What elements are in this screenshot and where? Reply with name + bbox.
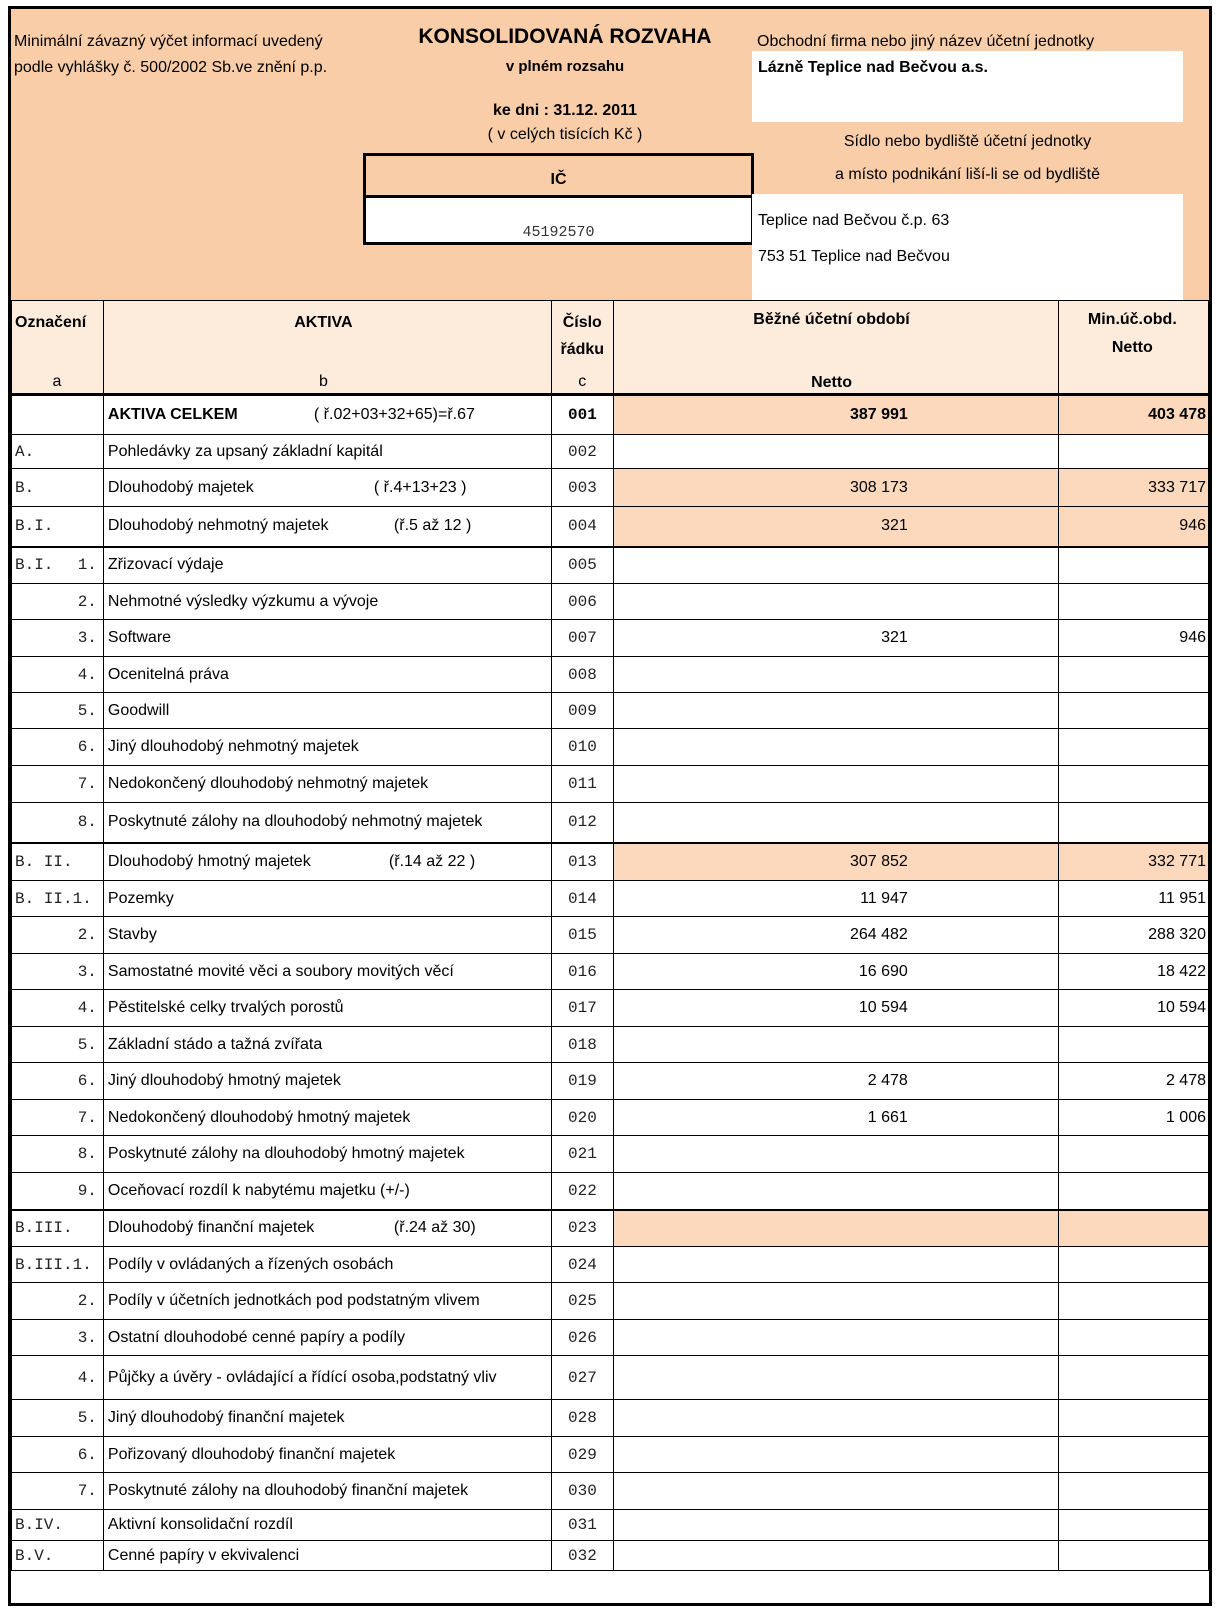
row-label: Zřizovací výdaje: [107, 556, 224, 574]
row-label: Goodwill: [107, 701, 170, 719]
row-code-cell: [12, 1210, 104, 1247]
row-line-number: 004: [552, 507, 613, 547]
row-line-number: 021: [552, 1136, 613, 1173]
row-current-value: [613, 1247, 1058, 1283]
row-sub-number: 3.: [77, 962, 97, 981]
table-row: [12, 1063, 1209, 1100]
row-label-cell: [103, 620, 551, 657]
row-previous-value: 2 478: [1058, 1063, 1208, 1100]
row-code-cell: [12, 547, 104, 584]
row-current-value: 308 173: [613, 469, 1058, 507]
table-row: [12, 1400, 1209, 1437]
row-previous-value: [1058, 803, 1208, 843]
row-previous-value: 1 006: [1058, 1100, 1208, 1136]
row-line-number: 015: [552, 917, 613, 954]
row-label-cell: [103, 1247, 551, 1283]
row-label: Dlouhodobý finanční majetek: [107, 1219, 315, 1237]
assets-table: [11, 300, 1209, 1571]
row-label: Oceňovací rozdíl k nabytému majetku (+/-): [107, 1181, 410, 1199]
row-previous-value: 946: [1058, 620, 1208, 657]
row-formula: (ř.14 až 22 ): [388, 852, 476, 870]
table-row: [12, 1320, 1209, 1356]
row-label-cell: [103, 1320, 551, 1356]
row-current-value: [613, 435, 1058, 469]
row-label-cell: [103, 881, 551, 917]
row-line-number: 027: [552, 1356, 613, 1400]
row-line-number: 010: [552, 729, 613, 766]
row-sub-number: 2.: [77, 926, 97, 944]
row-previous-value: [1058, 657, 1208, 693]
row-label: Podíly v ovládaných a řízených osobách: [107, 1255, 394, 1273]
table-row: [12, 990, 1209, 1027]
table-row: [12, 1136, 1209, 1173]
row-current-value: [613, 1437, 1058, 1473]
row-current-value: 321: [613, 620, 1058, 657]
row-label-cell: [103, 843, 551, 881]
row-sub-number: 2.: [77, 1292, 97, 1310]
row-line-number: 005: [552, 547, 613, 584]
row-previous-value: [1058, 1437, 1208, 1473]
row-sub-number: 8.: [77, 1145, 97, 1163]
row-code-cell: [12, 1400, 104, 1437]
row-code-cell: [12, 843, 104, 881]
row-previous-value: [1058, 1283, 1208, 1320]
row-line-number: 003: [552, 469, 613, 507]
row-current-value: 16 690: [613, 954, 1058, 990]
row-code-cell: [12, 584, 104, 620]
table-row: [12, 881, 1209, 917]
col-c-title-1: Číslo: [562, 314, 602, 331]
row-label: Pořizovaný dlouhodobý finanční majetek: [107, 1445, 396, 1463]
row-sub-number: 8.: [77, 813, 97, 832]
row-line-number: 026: [552, 1320, 613, 1356]
row-current-value: [613, 1541, 1058, 1571]
row-line-number: 023: [552, 1210, 613, 1247]
row-label-cell: [103, 584, 551, 620]
row-label: Jiný dlouhodobý hmotný majetek: [107, 1072, 341, 1089]
row-label: Nedokončený dlouhodobý hmotný majetek: [107, 1108, 411, 1126]
row-label: Stavby: [107, 926, 157, 943]
row-label-cell: [103, 1063, 551, 1100]
row-code-cell: [12, 507, 104, 547]
row-current-value: [613, 693, 1058, 729]
row-code-cell: [12, 1473, 104, 1510]
row-label-cell: [103, 1473, 551, 1510]
address-line-2: 753 51 Teplice nad Bečvou: [758, 248, 950, 265]
table-row: [12, 395, 1209, 435]
row-label: Poskytnuté zálohy na dlouhodobý nehmotný majetek: [107, 813, 483, 831]
row-label-cell: [103, 1437, 551, 1473]
col-e-title-1: Min.úč.obd.: [1087, 311, 1177, 328]
row-code-cell: [12, 1027, 104, 1063]
col-d-header: [613, 301, 1058, 395]
row-previous-value: 18 422: [1058, 954, 1208, 990]
row-sub-number: 3.: [77, 629, 97, 647]
row-label: Software: [107, 629, 172, 646]
row-label-cell: [103, 990, 551, 1027]
table-row: [12, 1437, 1209, 1473]
row-line-number: 007: [552, 620, 613, 657]
row-code-cell: [12, 766, 104, 803]
col-e-header: [1058, 301, 1208, 395]
row-current-value: [613, 803, 1058, 843]
row-previous-value: [1058, 1136, 1208, 1173]
col-b-header: [103, 301, 551, 395]
row-label-cell: [103, 1027, 551, 1063]
row-previous-value: 403 478: [1058, 395, 1208, 435]
address-field: [752, 194, 1183, 300]
row-code-cell: [12, 395, 104, 435]
row-label: AKTIVA CELKEM: [107, 406, 238, 423]
row-label-cell: [103, 766, 551, 803]
row-code-cell: [12, 1320, 104, 1356]
row-label-cell: [103, 917, 551, 954]
row-previous-value: [1058, 766, 1208, 803]
row-line-number: 011: [552, 766, 613, 803]
row-label: Samostatné movité věci a soubory movitých věcí: [107, 962, 454, 980]
intro-text-line-2: podle vyhlášky č. 500/2002 Sb.ve znění p.p.: [14, 59, 328, 76]
row-code-cell: [12, 729, 104, 766]
row-current-value: 321: [613, 507, 1058, 547]
row-label-cell: [103, 435, 551, 469]
row-code-cell: [12, 1283, 104, 1320]
row-current-value: [613, 1283, 1058, 1320]
row-label: Jiný dlouhodobý finanční majetek: [107, 1409, 345, 1426]
row-previous-value: 332 771: [1058, 843, 1208, 881]
row-line-number: 028: [552, 1400, 613, 1437]
row-sub-number: 4.: [77, 999, 97, 1017]
row-label: Pěstitelské celky trvalých porostů: [107, 999, 344, 1016]
row-label: Dlouhodobý nehmotný majetek: [107, 517, 329, 535]
row-sub-number: 5.: [77, 1409, 97, 1427]
row-current-value: [613, 1356, 1058, 1400]
row-label-cell: [103, 395, 551, 435]
row-current-value: [613, 766, 1058, 803]
col-d-sub: Netto: [811, 374, 852, 391]
row-current-value: 387 991: [613, 395, 1058, 435]
col-c-title-2: řádku: [560, 341, 605, 358]
row-previous-value: [1058, 1027, 1208, 1063]
table-row: [12, 1247, 1209, 1283]
row-code-cell: [12, 657, 104, 693]
table-row: [12, 620, 1209, 657]
form-header: [11, 9, 1209, 303]
row-previous-value: [1058, 1400, 1208, 1437]
row-label-cell: [103, 729, 551, 766]
row-label-cell: [103, 469, 551, 507]
row-label-cell: [103, 1100, 551, 1136]
row-formula: ( ř.4+13+23 ): [373, 478, 467, 496]
col-a-letter: a: [52, 373, 62, 390]
row-current-value: 1 661: [613, 1100, 1058, 1136]
row-code-cell: [12, 693, 104, 729]
table-row: [12, 435, 1209, 469]
row-line-number: 020: [552, 1100, 613, 1136]
row-formula: (ř.5 až 12 ): [393, 517, 472, 535]
row-label: Dlouhodobý hmotný majetek: [107, 852, 311, 870]
row-current-value: [613, 1210, 1058, 1247]
row-code: A.: [15, 442, 35, 461]
table-row: [12, 1510, 1209, 1541]
row-label: Nedokončený dlouhodobý nehmotný majetek: [107, 775, 429, 792]
row-current-value: [613, 729, 1058, 766]
col-e-title-2: Netto: [1111, 339, 1153, 356]
row-current-value: [613, 1473, 1058, 1510]
row-sub-number: 3.: [77, 1328, 97, 1347]
row-line-number: 031: [552, 1510, 613, 1541]
row-label: Dlouhodobý majetek: [107, 478, 254, 496]
row-current-value: 11 947: [613, 881, 1058, 917]
row-formula: (ř.24 až 30): [393, 1219, 476, 1237]
row-code: B.V.: [15, 1546, 54, 1565]
table-row: [12, 1100, 1209, 1136]
row-sub-number: 4.: [77, 1368, 97, 1387]
report-date: ke dni : 31.12. 2011: [492, 102, 638, 119]
row-previous-value: [1058, 584, 1208, 620]
document-title: KONSOLIDOVANÁ ROZVAHA: [418, 25, 712, 48]
row-label: Nehmotné výsledky výzkumu a vývoje: [107, 592, 379, 610]
firm-label: Obchodní firma nebo jiný název účetní jednotky: [757, 33, 1095, 50]
table-row: [12, 1173, 1209, 1210]
row-current-value: [613, 584, 1058, 620]
row-label-cell: [103, 1541, 551, 1571]
row-code-cell: [12, 1063, 104, 1100]
row-code-cell: [12, 803, 104, 843]
col-b-letter: b: [318, 373, 328, 390]
row-previous-value: [1058, 435, 1208, 469]
row-current-value: [613, 1173, 1058, 1210]
row-code: B.I.: [15, 517, 54, 536]
row-current-value: [613, 1400, 1058, 1437]
row-code: B.: [15, 478, 35, 497]
table-row: [12, 584, 1209, 620]
currency-units: ( v celých tisících Kč ): [487, 126, 643, 143]
table-row: [12, 1210, 1209, 1247]
row-sub-number: 9.: [77, 1181, 97, 1200]
row-line-number: 030: [552, 1473, 613, 1510]
seat-label-1: Sídlo nebo bydliště účetní jednotky: [843, 133, 1092, 150]
row-previous-value: [1058, 1210, 1208, 1247]
row-label-cell: [103, 1510, 551, 1541]
row-label: Ocenitelná práva: [107, 665, 229, 683]
row-previous-value: [1058, 547, 1208, 584]
row-label: Jiný dlouhodobý nehmotný majetek: [107, 738, 359, 755]
row-code-cell: [12, 1247, 104, 1283]
row-sub-number: 7.: [77, 1482, 97, 1500]
row-label: Pohledávky za upsaný základní kapitál: [107, 442, 383, 460]
row-sub-number: 4.: [77, 665, 97, 684]
row-previous-value: [1058, 1247, 1208, 1283]
row-line-number: 016: [552, 954, 613, 990]
row-line-number: 006: [552, 584, 613, 620]
row-current-value: [613, 1320, 1058, 1356]
row-label: Poskytnuté zálohy na dlouhodobý finanční majetek: [107, 1482, 469, 1499]
row-code-cell: [12, 469, 104, 507]
ic-label: IČ: [366, 156, 751, 198]
row-code-cell: [12, 881, 104, 917]
row-label: Půjčky a úvěry - ovládající a řídící osoba,podstatný vliv: [107, 1368, 497, 1386]
row-previous-value: 11 951: [1058, 881, 1208, 917]
row-sub-number: 1.: [77, 556, 97, 575]
row-label-cell: [103, 954, 551, 990]
row-label-cell: [103, 693, 551, 729]
row-line-number: 024: [552, 1247, 613, 1283]
row-code: B. II.1.: [15, 889, 92, 908]
row-line-number: 019: [552, 1063, 613, 1100]
col-d-title: Běžné účetní období: [753, 311, 910, 328]
row-label-cell: [103, 1136, 551, 1173]
row-label-cell: [103, 547, 551, 584]
row-sub-number: 6.: [77, 1445, 97, 1464]
row-previous-value: 333 717: [1058, 469, 1208, 507]
row-current-value: 307 852: [613, 843, 1058, 881]
table-row: [12, 469, 1209, 507]
col-c-header: [552, 301, 613, 395]
row-code-cell: [12, 435, 104, 469]
row-sub-number: 7.: [77, 1108, 97, 1127]
row-label: Cenné papíry v ekvivalenci: [107, 1546, 300, 1564]
row-label-cell: [103, 507, 551, 547]
table-row: [12, 803, 1209, 843]
row-line-number: 012: [552, 803, 613, 843]
row-line-number: 013: [552, 843, 613, 881]
table-row: [12, 1541, 1209, 1571]
row-current-value: 264 482: [613, 917, 1058, 954]
table-row: [12, 1356, 1209, 1400]
row-line-number: 029: [552, 1437, 613, 1473]
row-label: Pozemky: [107, 889, 174, 907]
row-code-cell: [12, 620, 104, 657]
col-a-title: Označení: [15, 314, 87, 331]
row-previous-value: [1058, 729, 1208, 766]
row-previous-value: [1058, 1173, 1208, 1210]
row-label: Poskytnuté zálohy na dlouhodobý hmotný majetek: [107, 1145, 465, 1162]
table-row: [12, 507, 1209, 547]
row-label: Ostatní dlouhodobé cenné papíry a podíly: [107, 1328, 406, 1346]
row-previous-value: [1058, 693, 1208, 729]
row-previous-value: 946: [1058, 507, 1208, 547]
row-label-cell: [103, 803, 551, 843]
row-current-value: 10 594: [613, 990, 1058, 1027]
row-code-cell: [12, 1100, 104, 1136]
row-code: B.IV.: [15, 1516, 64, 1534]
row-code: B.III.: [15, 1219, 73, 1238]
row-label-cell: [103, 1283, 551, 1320]
row-current-value: [613, 1510, 1058, 1541]
row-line-number: 032: [552, 1541, 613, 1571]
table-header-row: [12, 301, 1209, 395]
row-label-cell: [103, 1210, 551, 1247]
row-previous-value: [1058, 1541, 1208, 1571]
row-label-cell: [103, 1173, 551, 1210]
table-row: [12, 1283, 1209, 1320]
row-code-cell: [12, 1510, 104, 1541]
table-row: [12, 1027, 1209, 1063]
row-label: Podíly v účetních jednotkách pod podstatným vlivem: [107, 1292, 480, 1309]
table-row: [12, 547, 1209, 584]
intro-text-line-1: Minimální závazný výčet informací uvedený: [14, 33, 323, 50]
col-a-header: [12, 301, 104, 395]
row-line-number: 018: [552, 1027, 613, 1063]
row-code-cell: [12, 954, 104, 990]
row-previous-value: [1058, 1473, 1208, 1510]
row-current-value: [613, 657, 1058, 693]
table-row: [12, 693, 1209, 729]
row-line-number: 008: [552, 657, 613, 693]
row-code: B.III.1.: [15, 1255, 92, 1274]
row-line-number: 022: [552, 1173, 613, 1210]
row-line-number: 009: [552, 693, 613, 729]
document-subtitle: v plném rozsahu: [505, 58, 625, 75]
row-line-number: 017: [552, 990, 613, 1027]
table-row: [12, 729, 1209, 766]
row-previous-value: 288 320: [1058, 917, 1208, 954]
row-code: B. II.: [15, 852, 73, 871]
row-code-cell: [12, 1356, 104, 1400]
row-sub-number: 7.: [77, 775, 97, 793]
row-code-cell: [12, 1173, 104, 1210]
row-code: B.I.: [15, 556, 54, 575]
row-sub-number: 6.: [77, 1072, 97, 1090]
row-sub-number: 2.: [77, 592, 97, 611]
row-sub-number: 5.: [77, 1035, 97, 1054]
row-sub-number: 5.: [77, 701, 97, 720]
row-code-cell: [12, 990, 104, 1027]
col-c-letter: c: [578, 373, 587, 390]
row-current-value: [613, 1027, 1058, 1063]
row-label: Aktivní konsolidační rozdíl: [107, 1516, 293, 1533]
row-label-cell: [103, 1356, 551, 1400]
row-previous-value: [1058, 1510, 1208, 1541]
col-b-title: AKTIVA: [294, 314, 353, 331]
table-row: [12, 843, 1209, 881]
firm-name: Lázně Teplice nad Bečvou a.s.: [758, 59, 988, 76]
row-previous-value: [1058, 1356, 1208, 1400]
row-code-cell: [12, 1541, 104, 1571]
row-code-cell: [12, 1136, 104, 1173]
row-formula: ( ř.02+03+32+65)=ř.67: [313, 406, 475, 423]
row-sub-number: 6.: [77, 738, 97, 756]
row-current-value: [613, 1136, 1058, 1173]
row-code-cell: [12, 1437, 104, 1473]
seat-label-2: a místo podnikání liší-li se od bydliště: [834, 166, 1100, 183]
address-line-1: Teplice nad Bečvou č.p. 63: [758, 212, 950, 229]
row-current-value: 2 478: [613, 1063, 1058, 1100]
row-line-number: 002: [552, 435, 613, 469]
table-row: [12, 954, 1209, 990]
row-line-number: 001: [552, 395, 613, 435]
row-label: Základní stádo a tažná zvířata: [107, 1035, 323, 1053]
row-line-number: 025: [552, 1283, 613, 1320]
row-code-cell: [12, 917, 104, 954]
table-row: [12, 1473, 1209, 1510]
row-label-cell: [103, 1400, 551, 1437]
ic-box: [363, 153, 754, 245]
row-label-cell: [103, 657, 551, 693]
table-row: [12, 766, 1209, 803]
balance-sheet: [8, 6, 1212, 1606]
row-previous-value: [1058, 1320, 1208, 1356]
table-row: [12, 917, 1209, 954]
row-previous-value: 10 594: [1058, 990, 1208, 1027]
row-line-number: 014: [552, 881, 613, 917]
table-row: [12, 657, 1209, 693]
ic-value: 45192570: [522, 224, 595, 241]
row-current-value: [613, 547, 1058, 584]
